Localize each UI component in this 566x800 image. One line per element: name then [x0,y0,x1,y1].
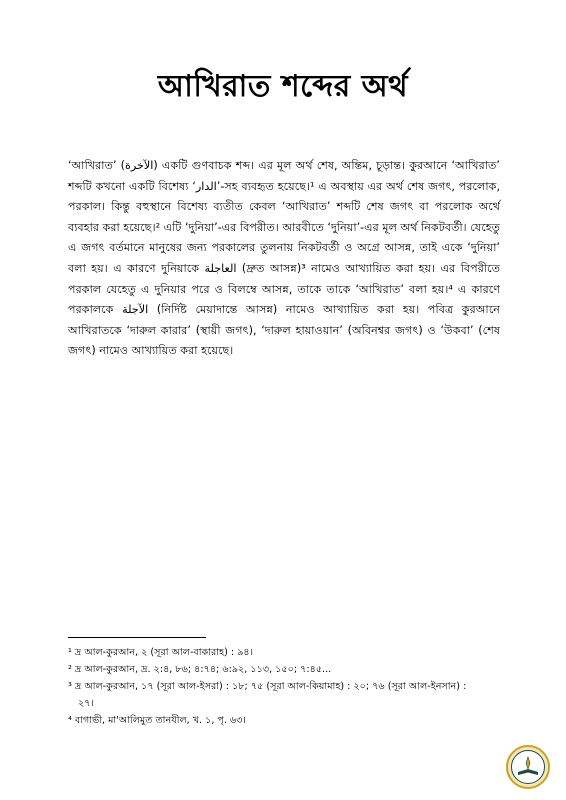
paragraph-text: ‘আখিরাত’ (الآخرة) একটি গুণবাচক শব্দ। এর মূল অর্থ শেষ, অন্তিম, চূড়ান্ত। কুরআনে ‘আখিরাত’ শব্দটি কখনো একটি বিশেষ্য ‘الدار’-সহ ব্যবহৃত হয়েছে।¹ এ অবস্থায় এর অর্থ শেষ জগৎ, পরলোক, পরকাল। কিন্তু বহুস্থানে বিশেষ্য ব্যতীত কেবল ‘আখিরাত’ শব্দটি শেষ জগৎ বা পরলোক অর্থে ব্যবহার করা হয়েছে।² এটি ‘দুনিয়া’-এর বিপরীত। আরবীতে ‘দুনিয়া’-এর মূল অর্থ নিকটবর্তী। যেহেতু এ জগৎ বর্তমানে মানুষের জন্য পরকালের তুলনায় নিকটবর্তী ও অগ্রে আসন্ন, তাই একে ‘দুনিয়া’ বলা হয়। এ কারণে দুনিয়াকে العاجلة (দ্রুত আসন্ন)³ নামেও আখ্যায়িত করা হয়। এর বিপরীতে পরকাল যেহেতু এ দুনিয়ার পরে ও বিলম্বে আসন্ন, তাকে তাকে ‘আখিরাত’ বলা হয়।⁴ এ কারণে পরকালকে الآجلة (নির্দিষ্ট মেয়াদান্তে আসন্ন) নামেও আখ্যায়িত করা হয়। পবিত্র কুরআনে আখিরাতকে ‘দারুল কারার’ (স্থায়ী জগৎ), ‘দারুল হায়াওয়ান’ (অবিনশ্বর জগৎ) ও ‘উকবা’ (শেষ জগৎ) নামেও আখ্যায়িত করা হয়েছে। [68,159,501,358]
book-pen-emblem-icon [506,745,550,789]
footnote-1: ¹ দ্র আল-কুরআন, ২ (সূরা আল-বাকারাহ) : ৯৪। [68,647,254,658]
footnote-2: ² দ্র আল-কুরআন, দ্র. ২:৪, ৮৬; ৪:৭৪; ৬:৯২, ১১৩, ১৫০; ৭:৪৫... [68,664,332,675]
page-title: আখিরাত শব্দের অর্থ [157,69,409,104]
footnote-4: ⁴ বাগাভী, মা'আলিমুত তানযীল, খ. ১, পৃ. ৬৩। [68,715,246,726]
footnotes [68,644,500,729]
body-paragraph [68,156,500,362]
footnote-3: ³ দ্র আল-কুরআন, ১৭ (সূরা আল-ইসরা) : ১৮; ৭৫ (সূরা আল-কিয়ামাহ) : ২০; ৭৬ (সূরা আল-ইনসান) : [68,681,467,692]
footnote-3-continued: ২৭। [78,698,94,709]
footnote-divider [68,637,206,638]
